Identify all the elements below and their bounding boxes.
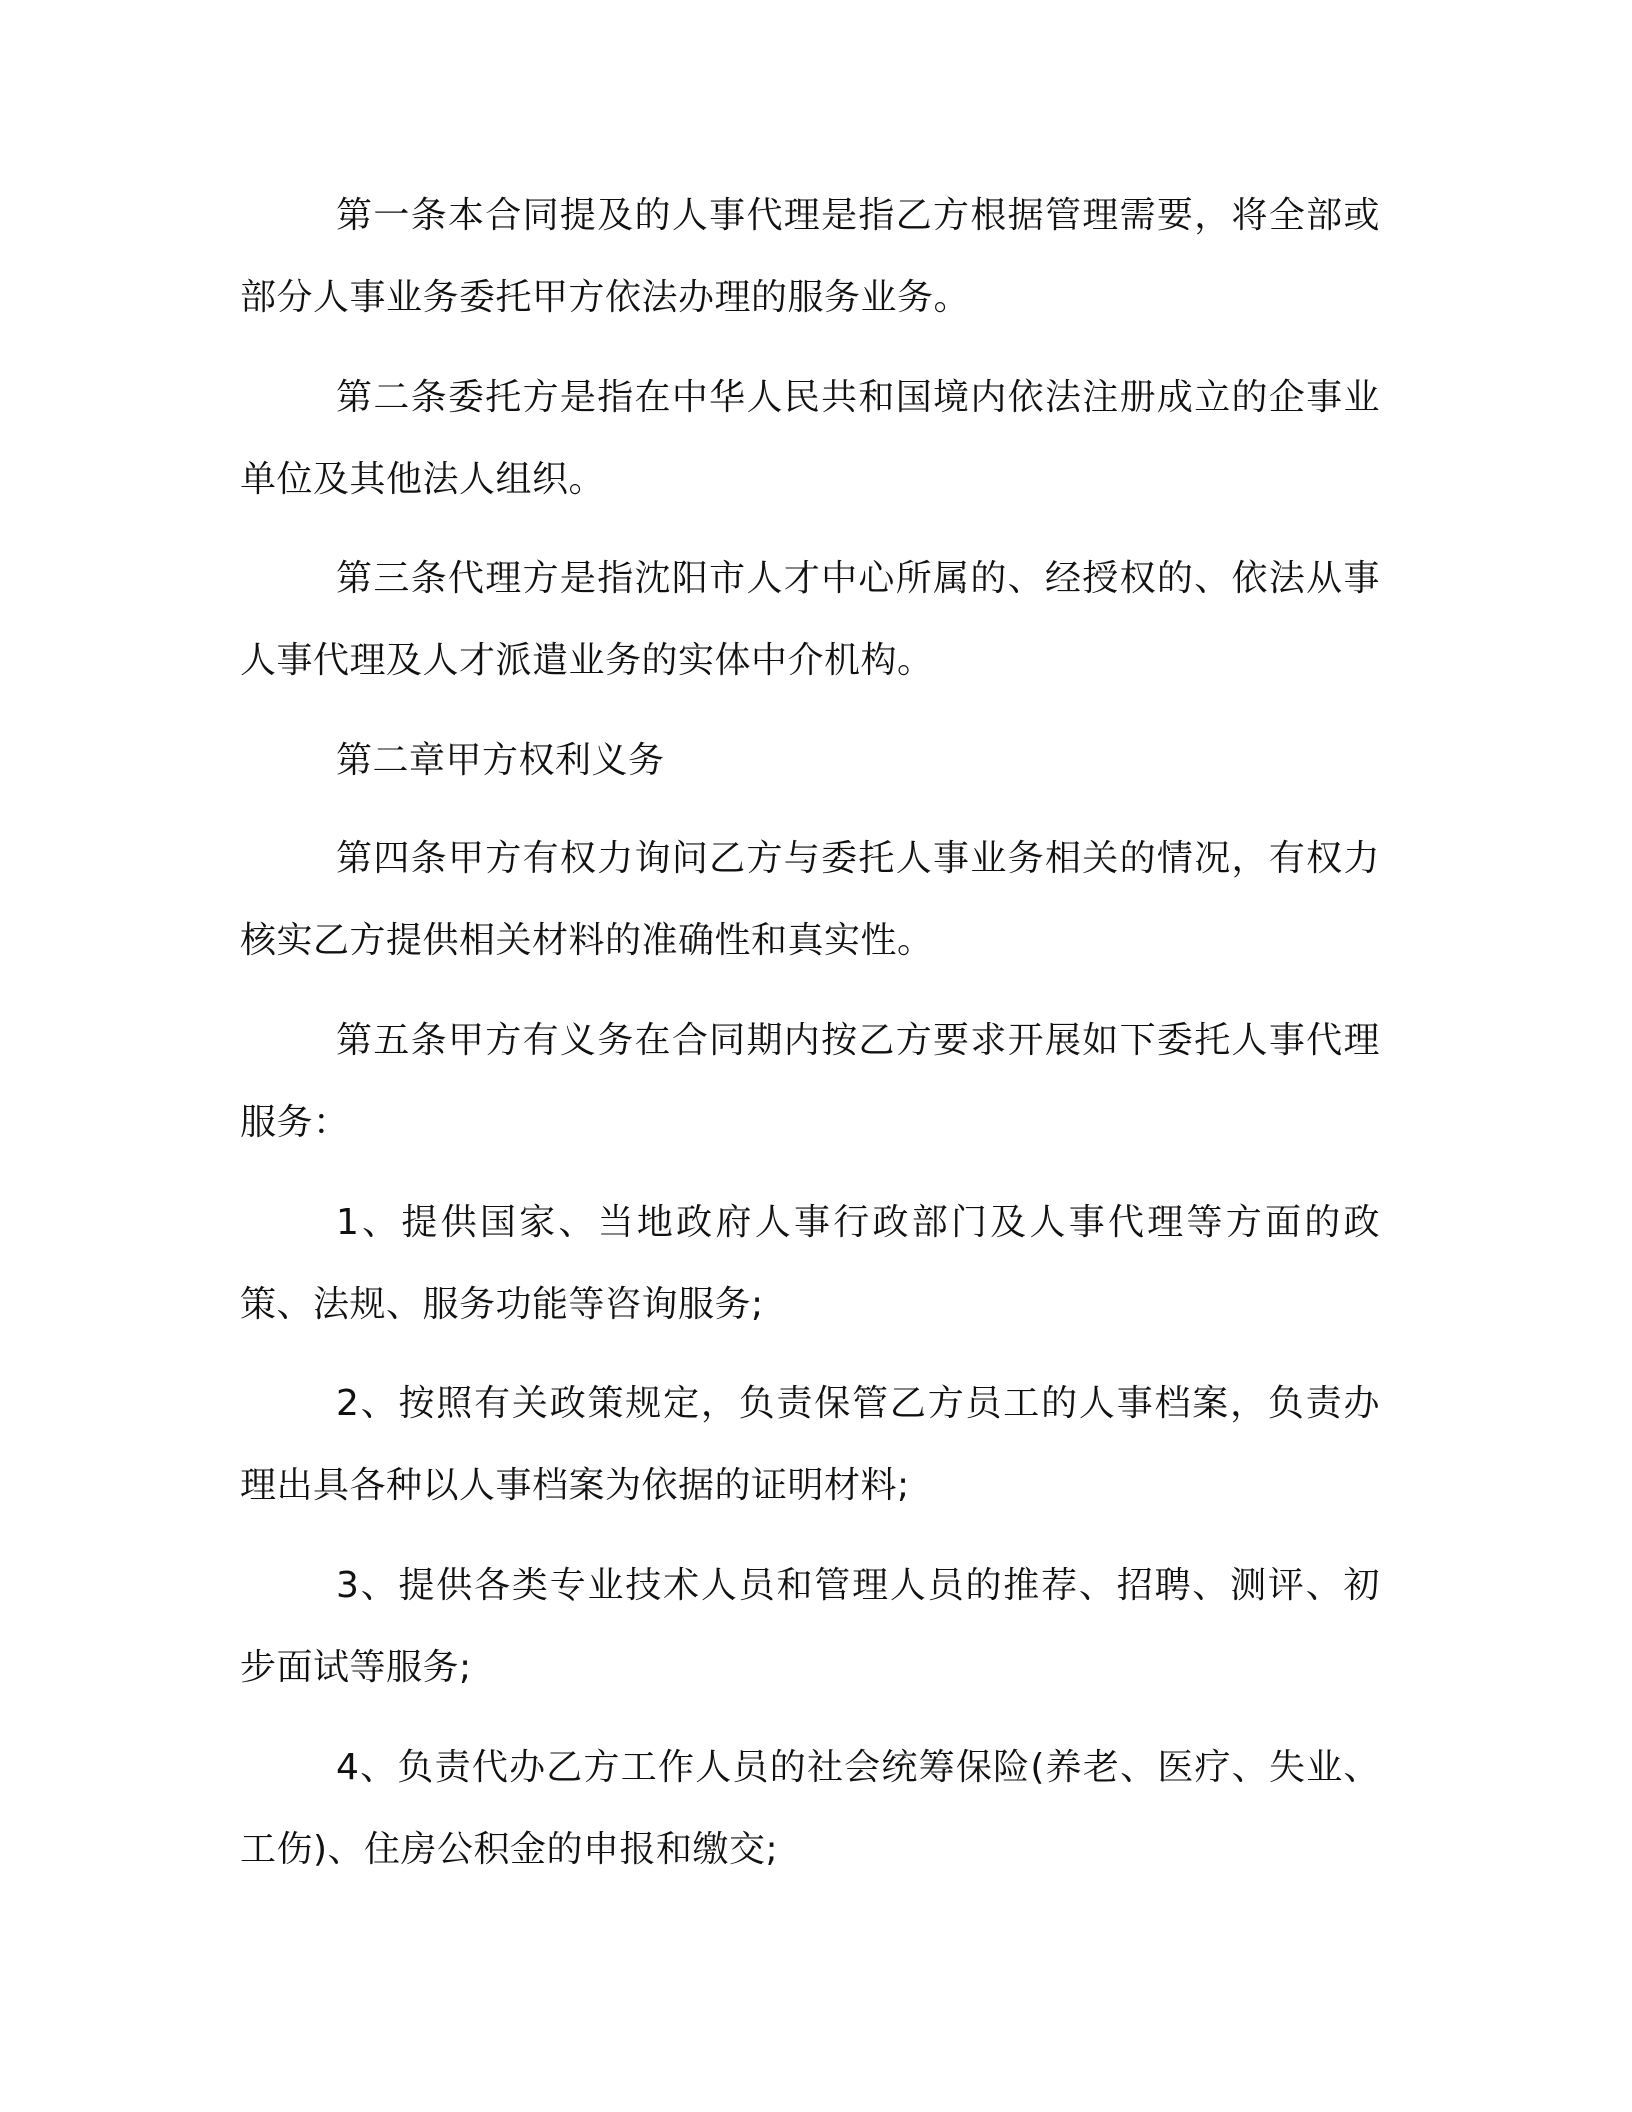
paragraph-article-1: 第一条本合同提及的人事代理是指乙方根据管理需要，将全部或部分人事业务委托甲方依法办理的服务业务。 [240,195,1380,318]
chapter-heading: 第二章甲方权利义务 [336,740,665,781]
list-item-4: 4、负责代办乙方工作人员的社会统筹保险(养老、医疗、失业、工伤)、住房公积金的申报和缴交; [240,1747,1380,1870]
list-item-3: 3、提供各类专业技术人员和管理人员的推荐、招聘、测评、初步面试等服务; [240,1565,1380,1688]
paragraph-article-2: 第二条委托方是指在中华人民共和国境内依法注册成立的企事业单位及其他法人组织。 [240,377,1380,500]
paragraph-article-3: 第三条代理方是指沈阳市人才中心所属的、经授权的、依法从事人事代理及人才派遣业务的实体中介机构。 [240,558,1380,681]
list-item-2: 2、按照有关政策规定，负责保管乙方员工的人事档案，负责办理出具各种以人事档案为依据的证明材料; [240,1383,1380,1506]
paragraph-article-5: 第五条甲方有义务在合同期内按乙方要求开展如下委托人事代理服务： [240,1020,1380,1143]
list-item-1: 1、提供国家、当地政府人事行政部门及人事代理等方面的政策、法规、服务功能等咨询服务; [240,1202,1380,1325]
paragraph-article-4: 第四条甲方有权力询问乙方与委托人事业务相关的情况，有权力核实乙方提供相关材料的准确性和真实性。 [240,838,1380,961]
